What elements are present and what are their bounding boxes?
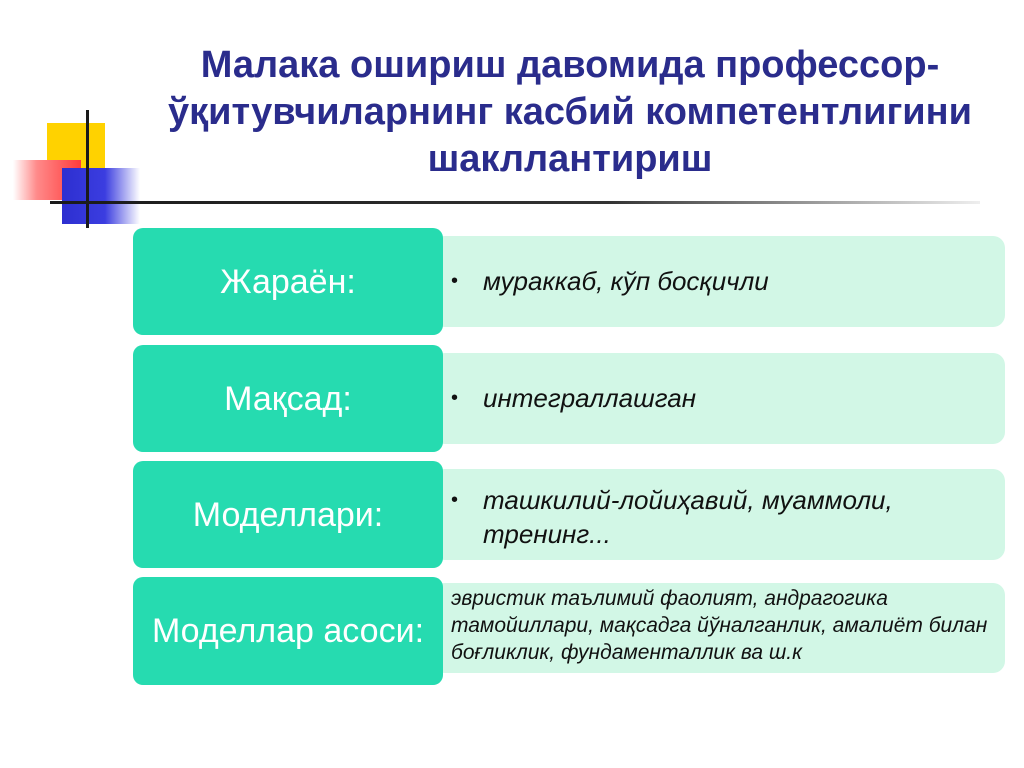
- row-label: Моделлари:: [192, 495, 384, 534]
- row-description: [451, 264, 975, 298]
- row-label-box: [133, 228, 443, 335]
- row-goal: [133, 345, 1005, 452]
- row-label: Мақсад:: [224, 379, 352, 418]
- row-description-text: интеграллашган: [483, 383, 697, 413]
- blue-square-decoration: [62, 168, 140, 224]
- row-models: [133, 461, 1005, 568]
- row-label: Жараён:: [220, 262, 356, 301]
- row-description-box: [433, 583, 1005, 673]
- row-label: Моделлар асоси:: [151, 612, 425, 650]
- title-underline: [50, 201, 980, 204]
- row-description-text: эвристик таълимий фаолият, андрагогика тамойиллари, мақсадга йўналганлик, амалиёт билан боғликлик, фундаменталлик ва ш.к: [451, 587, 988, 664]
- corner-logo-decoration: [0, 0, 140, 240]
- row-description-box: [433, 236, 1005, 327]
- row-description: [451, 483, 975, 551]
- row-description-text: ташкилий-лойиҳавий, муаммоли, тренинг...: [483, 485, 893, 549]
- bullet-icon: •: [451, 270, 459, 292]
- row-description: [451, 381, 975, 415]
- row-description-box: [433, 353, 1005, 444]
- bullet-icon: •: [451, 489, 459, 511]
- row-label-box: [133, 577, 443, 685]
- row-model-basis: [133, 577, 1005, 685]
- row-description-box: [433, 469, 1005, 560]
- row-description-text: мураккаб, кўп босқичли: [483, 266, 769, 296]
- row-process: [133, 228, 1005, 335]
- vertical-line-decoration: [86, 110, 89, 228]
- slide-title: Малака ошириш давомида профессор-ўқитувчиларнинг касбий компетентлигини шакллантириш: [168, 44, 972, 180]
- row-label-box: [133, 461, 443, 568]
- row-label-box: [133, 345, 443, 452]
- bullet-icon: •: [451, 387, 459, 409]
